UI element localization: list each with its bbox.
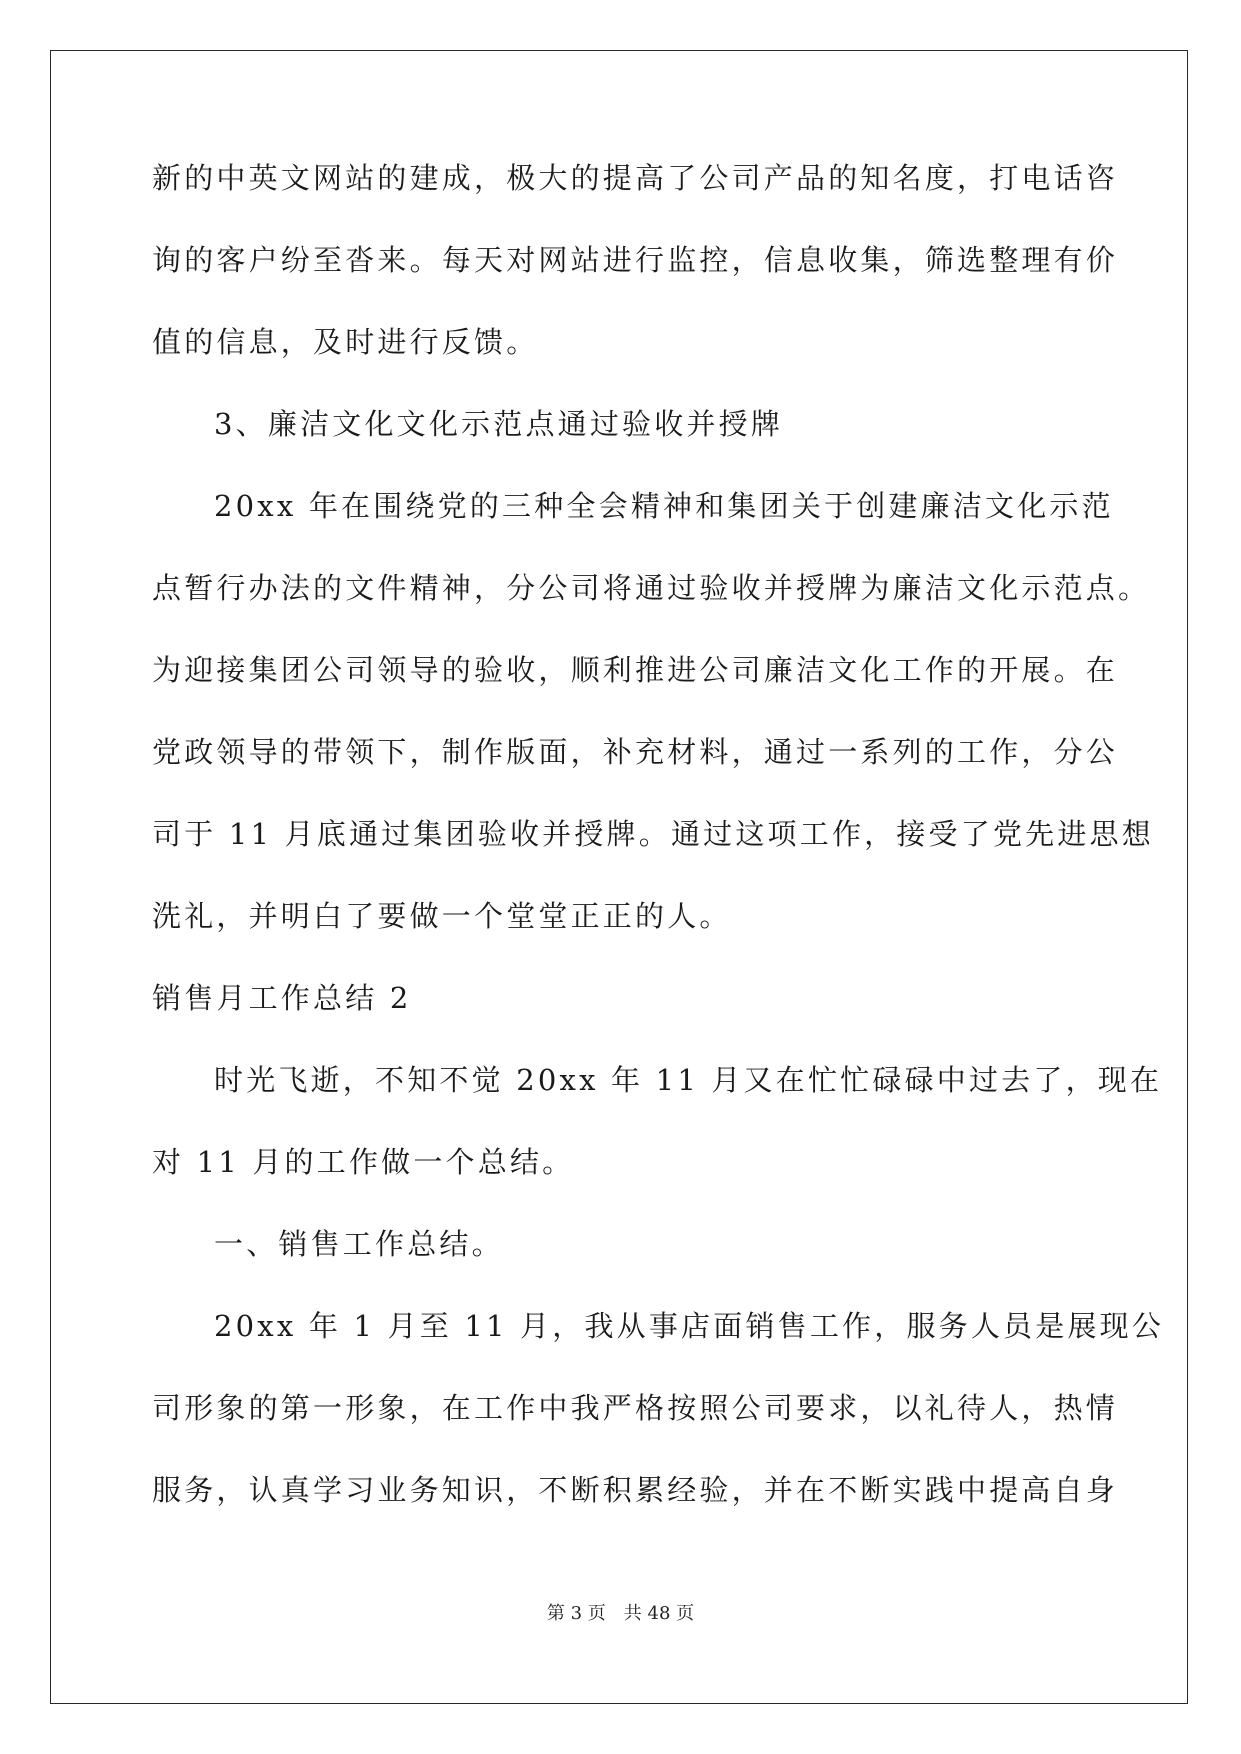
body-line: 洗礼，并明白了要做一个堂堂正正的人。 [152, 899, 732, 933]
body-line: 时光飞逝，不知不觉 20xx 年 11 月又在忙忙碌碌中过去了，现在 [214, 1063, 1163, 1097]
body-line: 司于 11 月底通过集团验收并授牌。通过这项工作，接受了党先进思想 [152, 817, 1154, 851]
page-footer [0, 1602, 1241, 1626]
body-line: 新的中英文网站的建成，极大的提高了公司产品的知名度，打电话咨 [152, 161, 1119, 195]
page-total: 共 48 页 [623, 1603, 695, 1624]
body-line: 点暂行办法的文件精神，分公司将通过验收并授牌为廉洁文化示范点。 [152, 571, 1151, 605]
body-line: 为迎接集团公司领导的验收，顺利推进公司廉洁文化工作的开展。在 [152, 653, 1119, 687]
body-line: 对 11 月的工作做一个总结。 [152, 1145, 575, 1179]
section-heading: 一、销售工作总结。 [214, 1227, 504, 1261]
section-heading: 3、廉洁文化文化示范点通过验收并授牌 [214, 407, 784, 441]
body-line: 值的信息，及时进行反馈。 [152, 325, 539, 359]
body-line: 20xx 年 1 月至 11 月，我从事店面销售工作，服务人员是展现公 [214, 1309, 1165, 1343]
page-number: 第 3 页 [546, 1603, 606, 1624]
body-line: 服务，认真学习业务知识，不断积累经验，并在不断实践中提高自身 [152, 1473, 1119, 1507]
body-line: 询的客户纷至沓来。每天对网站进行监控，信息收集，筛选整理有价 [152, 243, 1119, 277]
body-line: 党政领导的带领下，制作版面，补充材料，通过一系列的工作，分公 [152, 735, 1119, 769]
document-title: 销售月工作总结 2 [152, 981, 412, 1015]
body-line: 司形象的第一形象，在工作中我严格按照公司要求，以礼待人，热情 [152, 1391, 1119, 1425]
body-line: 20xx 年在围绕党的三种全会精神和集团关于创建廉洁文化示范 [214, 489, 1114, 523]
document-body [152, 158, 1165, 1552]
